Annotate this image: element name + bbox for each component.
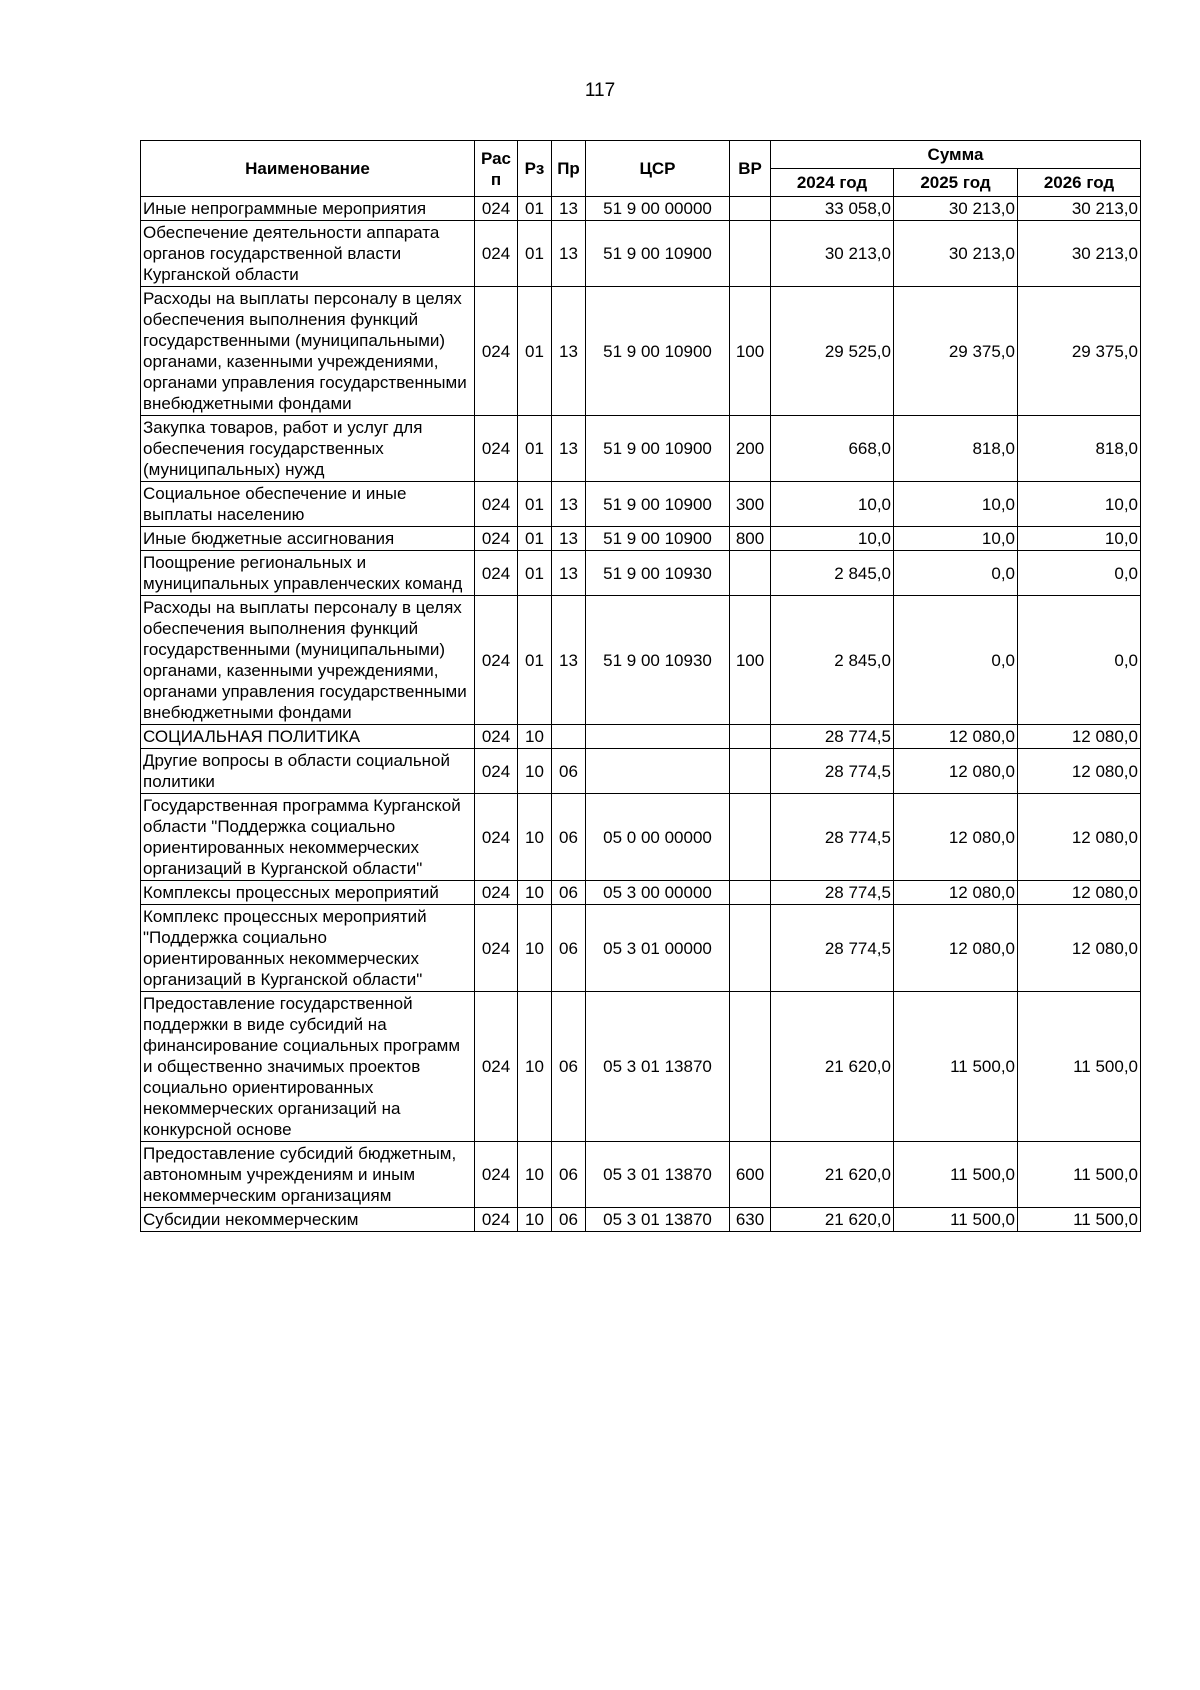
row-csr: 51 9 00 10900 (586, 527, 730, 551)
row-rasp: 024 (475, 725, 518, 749)
row-name: Поощрение региональных и муниципальных управленческих команд (141, 551, 475, 596)
row-name: СОЦИАЛЬНАЯ ПОЛИТИКА (141, 725, 475, 749)
row-rasp: 024 (475, 881, 518, 905)
row-rasp: 024 (475, 287, 518, 416)
row-vr (730, 197, 771, 221)
row-sum-2026: 12 080,0 (1018, 749, 1141, 794)
table-row (141, 416, 1141, 482)
row-pr: 13 (552, 482, 586, 527)
row-rasp: 024 (475, 416, 518, 482)
row-vr (730, 794, 771, 881)
row-rasp: 024 (475, 794, 518, 881)
header-name: Наименование (141, 141, 475, 197)
row-sum-2025: 10,0 (894, 482, 1018, 527)
header-vr: ВР (730, 141, 771, 197)
row-rz: 10 (518, 794, 552, 881)
row-name: Иные непрограммные мероприятия (141, 197, 475, 221)
row-pr: 13 (552, 551, 586, 596)
row-sum-2025: 29 375,0 (894, 287, 1018, 416)
table-row (141, 1208, 1141, 1232)
row-name: Расходы на выплаты персоналу в целях обеспечения выполнения функций государственными (муниципальными) органами, казенными учреждениями, органами управления государственными внебюджетными фондами (141, 596, 475, 725)
row-vr (730, 749, 771, 794)
row-rasp: 024 (475, 905, 518, 992)
row-rz: 01 (518, 551, 552, 596)
row-sum-2025: 12 080,0 (894, 749, 1018, 794)
row-csr: 05 3 01 13870 (586, 1142, 730, 1208)
row-rz: 01 (518, 197, 552, 221)
row-rz: 10 (518, 1208, 552, 1232)
row-csr: 51 9 00 00000 (586, 197, 730, 221)
row-vr (730, 221, 771, 287)
row-sum-2026: 11 500,0 (1018, 1208, 1141, 1232)
table-header (141, 141, 1141, 197)
table-row (141, 482, 1141, 527)
row-name: Социальное обеспечение и иные выплаты населению (141, 482, 475, 527)
row-name: Другие вопросы в области социальной политики (141, 749, 475, 794)
row-rz: 10 (518, 881, 552, 905)
row-pr: 06 (552, 1142, 586, 1208)
header-csr: ЦСР (586, 141, 730, 197)
row-sum-2024: 30 213,0 (771, 221, 894, 287)
row-sum-2025: 12 080,0 (894, 881, 1018, 905)
row-sum-2026: 11 500,0 (1018, 992, 1141, 1142)
row-name: Расходы на выплаты персоналу в целях обеспечения выполнения функций государственными (муниципальными) органами, казенными учреждениями, органами управления государственными внебюджетными фондами (141, 287, 475, 416)
row-pr: 06 (552, 905, 586, 992)
row-sum-2025: 12 080,0 (894, 905, 1018, 992)
table-row (141, 221, 1141, 287)
row-sum-2026: 12 080,0 (1018, 881, 1141, 905)
row-sum-2024: 668,0 (771, 416, 894, 482)
row-rz: 01 (518, 527, 552, 551)
table-row (141, 725, 1141, 749)
table-row (141, 992, 1141, 1142)
row-sum-2026: 0,0 (1018, 596, 1141, 725)
row-sum-2026: 12 080,0 (1018, 905, 1141, 992)
row-sum-2025: 0,0 (894, 596, 1018, 725)
row-sum-2026: 30 213,0 (1018, 197, 1141, 221)
row-pr (552, 725, 586, 749)
row-rasp: 024 (475, 221, 518, 287)
row-vr: 200 (730, 416, 771, 482)
row-sum-2025: 10,0 (894, 527, 1018, 551)
row-vr: 630 (730, 1208, 771, 1232)
row-sum-2025: 12 080,0 (894, 794, 1018, 881)
header-year-2025: 2025 год (894, 169, 1018, 197)
row-vr: 100 (730, 287, 771, 416)
row-rz: 10 (518, 992, 552, 1142)
row-rz: 01 (518, 416, 552, 482)
row-name: Предоставление государственной поддержки в виде субсидий на финансирование социальных программ и общественно значимых проектов социально ориентированных некоммерческих организаций на конкурсной основе (141, 992, 475, 1142)
row-sum-2026: 0,0 (1018, 551, 1141, 596)
row-name: Закупка товаров, работ и услуг для обеспечения государственных (муниципальных) нужд (141, 416, 475, 482)
row-rasp: 024 (475, 482, 518, 527)
row-sum-2025: 11 500,0 (894, 992, 1018, 1142)
row-sum-2024: 28 774,5 (771, 881, 894, 905)
row-rz: 01 (518, 287, 552, 416)
row-sum-2024: 28 774,5 (771, 725, 894, 749)
table-row (141, 287, 1141, 416)
row-rasp: 024 (475, 551, 518, 596)
row-vr: 300 (730, 482, 771, 527)
row-pr: 13 (552, 527, 586, 551)
row-pr: 13 (552, 416, 586, 482)
row-rz: 10 (518, 905, 552, 992)
row-sum-2026: 10,0 (1018, 527, 1141, 551)
row-csr: 05 3 01 00000 (586, 905, 730, 992)
table-row (141, 794, 1141, 881)
table-row (141, 551, 1141, 596)
row-name: Комплексы процессных мероприятий (141, 881, 475, 905)
table-row (141, 749, 1141, 794)
header-year-2024: 2024 год (771, 169, 894, 197)
row-sum-2026: 12 080,0 (1018, 725, 1141, 749)
page-number: 117 (584, 80, 616, 101)
row-rasp: 024 (475, 596, 518, 725)
row-csr (586, 725, 730, 749)
row-sum-2026: 12 080,0 (1018, 794, 1141, 881)
row-pr: 13 (552, 287, 586, 416)
row-csr: 51 9 00 10900 (586, 287, 730, 416)
row-vr (730, 992, 771, 1142)
row-pr: 06 (552, 749, 586, 794)
row-csr: 05 3 01 13870 (586, 1208, 730, 1232)
row-csr: 51 9 00 10900 (586, 482, 730, 527)
budget-table (140, 140, 1141, 1232)
row-pr: 13 (552, 197, 586, 221)
row-pr: 06 (552, 1208, 586, 1232)
row-sum-2026: 11 500,0 (1018, 1142, 1141, 1208)
row-rz: 01 (518, 221, 552, 287)
row-sum-2025: 30 213,0 (894, 197, 1018, 221)
row-sum-2026: 30 213,0 (1018, 221, 1141, 287)
row-pr: 13 (552, 596, 586, 725)
row-csr (586, 749, 730, 794)
row-csr: 05 3 00 00000 (586, 881, 730, 905)
row-sum-2024: 21 620,0 (771, 1142, 894, 1208)
row-sum-2026: 818,0 (1018, 416, 1141, 482)
row-name: Субсидии некоммерческим (141, 1208, 475, 1232)
row-vr: 100 (730, 596, 771, 725)
row-rasp: 024 (475, 1142, 518, 1208)
row-csr: 51 9 00 10930 (586, 596, 730, 725)
row-rasp: 024 (475, 1208, 518, 1232)
row-csr: 51 9 00 10900 (586, 416, 730, 482)
row-vr: 600 (730, 1142, 771, 1208)
row-rz: 10 (518, 749, 552, 794)
row-sum-2025: 11 500,0 (894, 1208, 1018, 1232)
row-sum-2026: 29 375,0 (1018, 287, 1141, 416)
header-rz: Рз (518, 141, 552, 197)
row-sum-2025: 30 213,0 (894, 221, 1018, 287)
row-sum-2024: 2 845,0 (771, 551, 894, 596)
row-sum-2024: 29 525,0 (771, 287, 894, 416)
table-row (141, 197, 1141, 221)
row-sum-2024: 33 058,0 (771, 197, 894, 221)
row-sum-2024: 10,0 (771, 527, 894, 551)
row-pr: 13 (552, 221, 586, 287)
row-csr: 05 0 00 00000 (586, 794, 730, 881)
row-name: Иные бюджетные ассигнования (141, 527, 475, 551)
row-sum-2025: 0,0 (894, 551, 1018, 596)
row-rasp: 024 (475, 992, 518, 1142)
row-csr: 51 9 00 10900 (586, 221, 730, 287)
row-vr (730, 725, 771, 749)
row-sum-2024: 28 774,5 (771, 905, 894, 992)
row-sum-2024: 28 774,5 (771, 749, 894, 794)
row-rz: 10 (518, 725, 552, 749)
row-pr: 06 (552, 794, 586, 881)
table-row (141, 905, 1141, 992)
row-rz: 01 (518, 596, 552, 725)
row-rz: 01 (518, 482, 552, 527)
header-rasp: Рас п (475, 141, 518, 197)
row-sum-2025: 818,0 (894, 416, 1018, 482)
row-name: Комплекс процессных мероприятий "Поддержка социально ориентированных некоммерческих организаций в Курганской области" (141, 905, 475, 992)
row-rasp: 024 (475, 197, 518, 221)
table-row (141, 596, 1141, 725)
row-sum-2025: 11 500,0 (894, 1142, 1018, 1208)
row-vr (730, 881, 771, 905)
row-vr (730, 551, 771, 596)
row-rasp: 024 (475, 749, 518, 794)
row-sum-2024: 10,0 (771, 482, 894, 527)
row-csr: 05 3 01 13870 (586, 992, 730, 1142)
row-name: Обеспечение деятельности аппарата органов государственной власти Курганской области (141, 221, 475, 287)
header-year-2026: 2026 год (1018, 169, 1141, 197)
row-pr: 06 (552, 881, 586, 905)
row-sum-2024: 21 620,0 (771, 1208, 894, 1232)
row-sum-2026: 10,0 (1018, 482, 1141, 527)
table-row (141, 1142, 1141, 1208)
header-pr: Пр (552, 141, 586, 197)
row-vr (730, 905, 771, 992)
row-vr: 800 (730, 527, 771, 551)
row-sum-2024: 2 845,0 (771, 596, 894, 725)
row-sum-2024: 28 774,5 (771, 794, 894, 881)
row-sum-2025: 12 080,0 (894, 725, 1018, 749)
row-name: Государственная программа Курганской области "Поддержка социально ориентированных некоммерческих организаций в Курганской области" (141, 794, 475, 881)
row-pr: 06 (552, 992, 586, 1142)
header-sum: Сумма (771, 141, 1141, 169)
table-body (141, 197, 1141, 1232)
row-csr: 51 9 00 10930 (586, 551, 730, 596)
table-row (141, 527, 1141, 551)
row-sum-2024: 21 620,0 (771, 992, 894, 1142)
row-rasp: 024 (475, 527, 518, 551)
row-rz: 10 (518, 1142, 552, 1208)
row-name: Предоставление субсидий бюджетным, автономным учреждениям и иным некоммерческим организациям (141, 1142, 475, 1208)
table-row (141, 881, 1141, 905)
